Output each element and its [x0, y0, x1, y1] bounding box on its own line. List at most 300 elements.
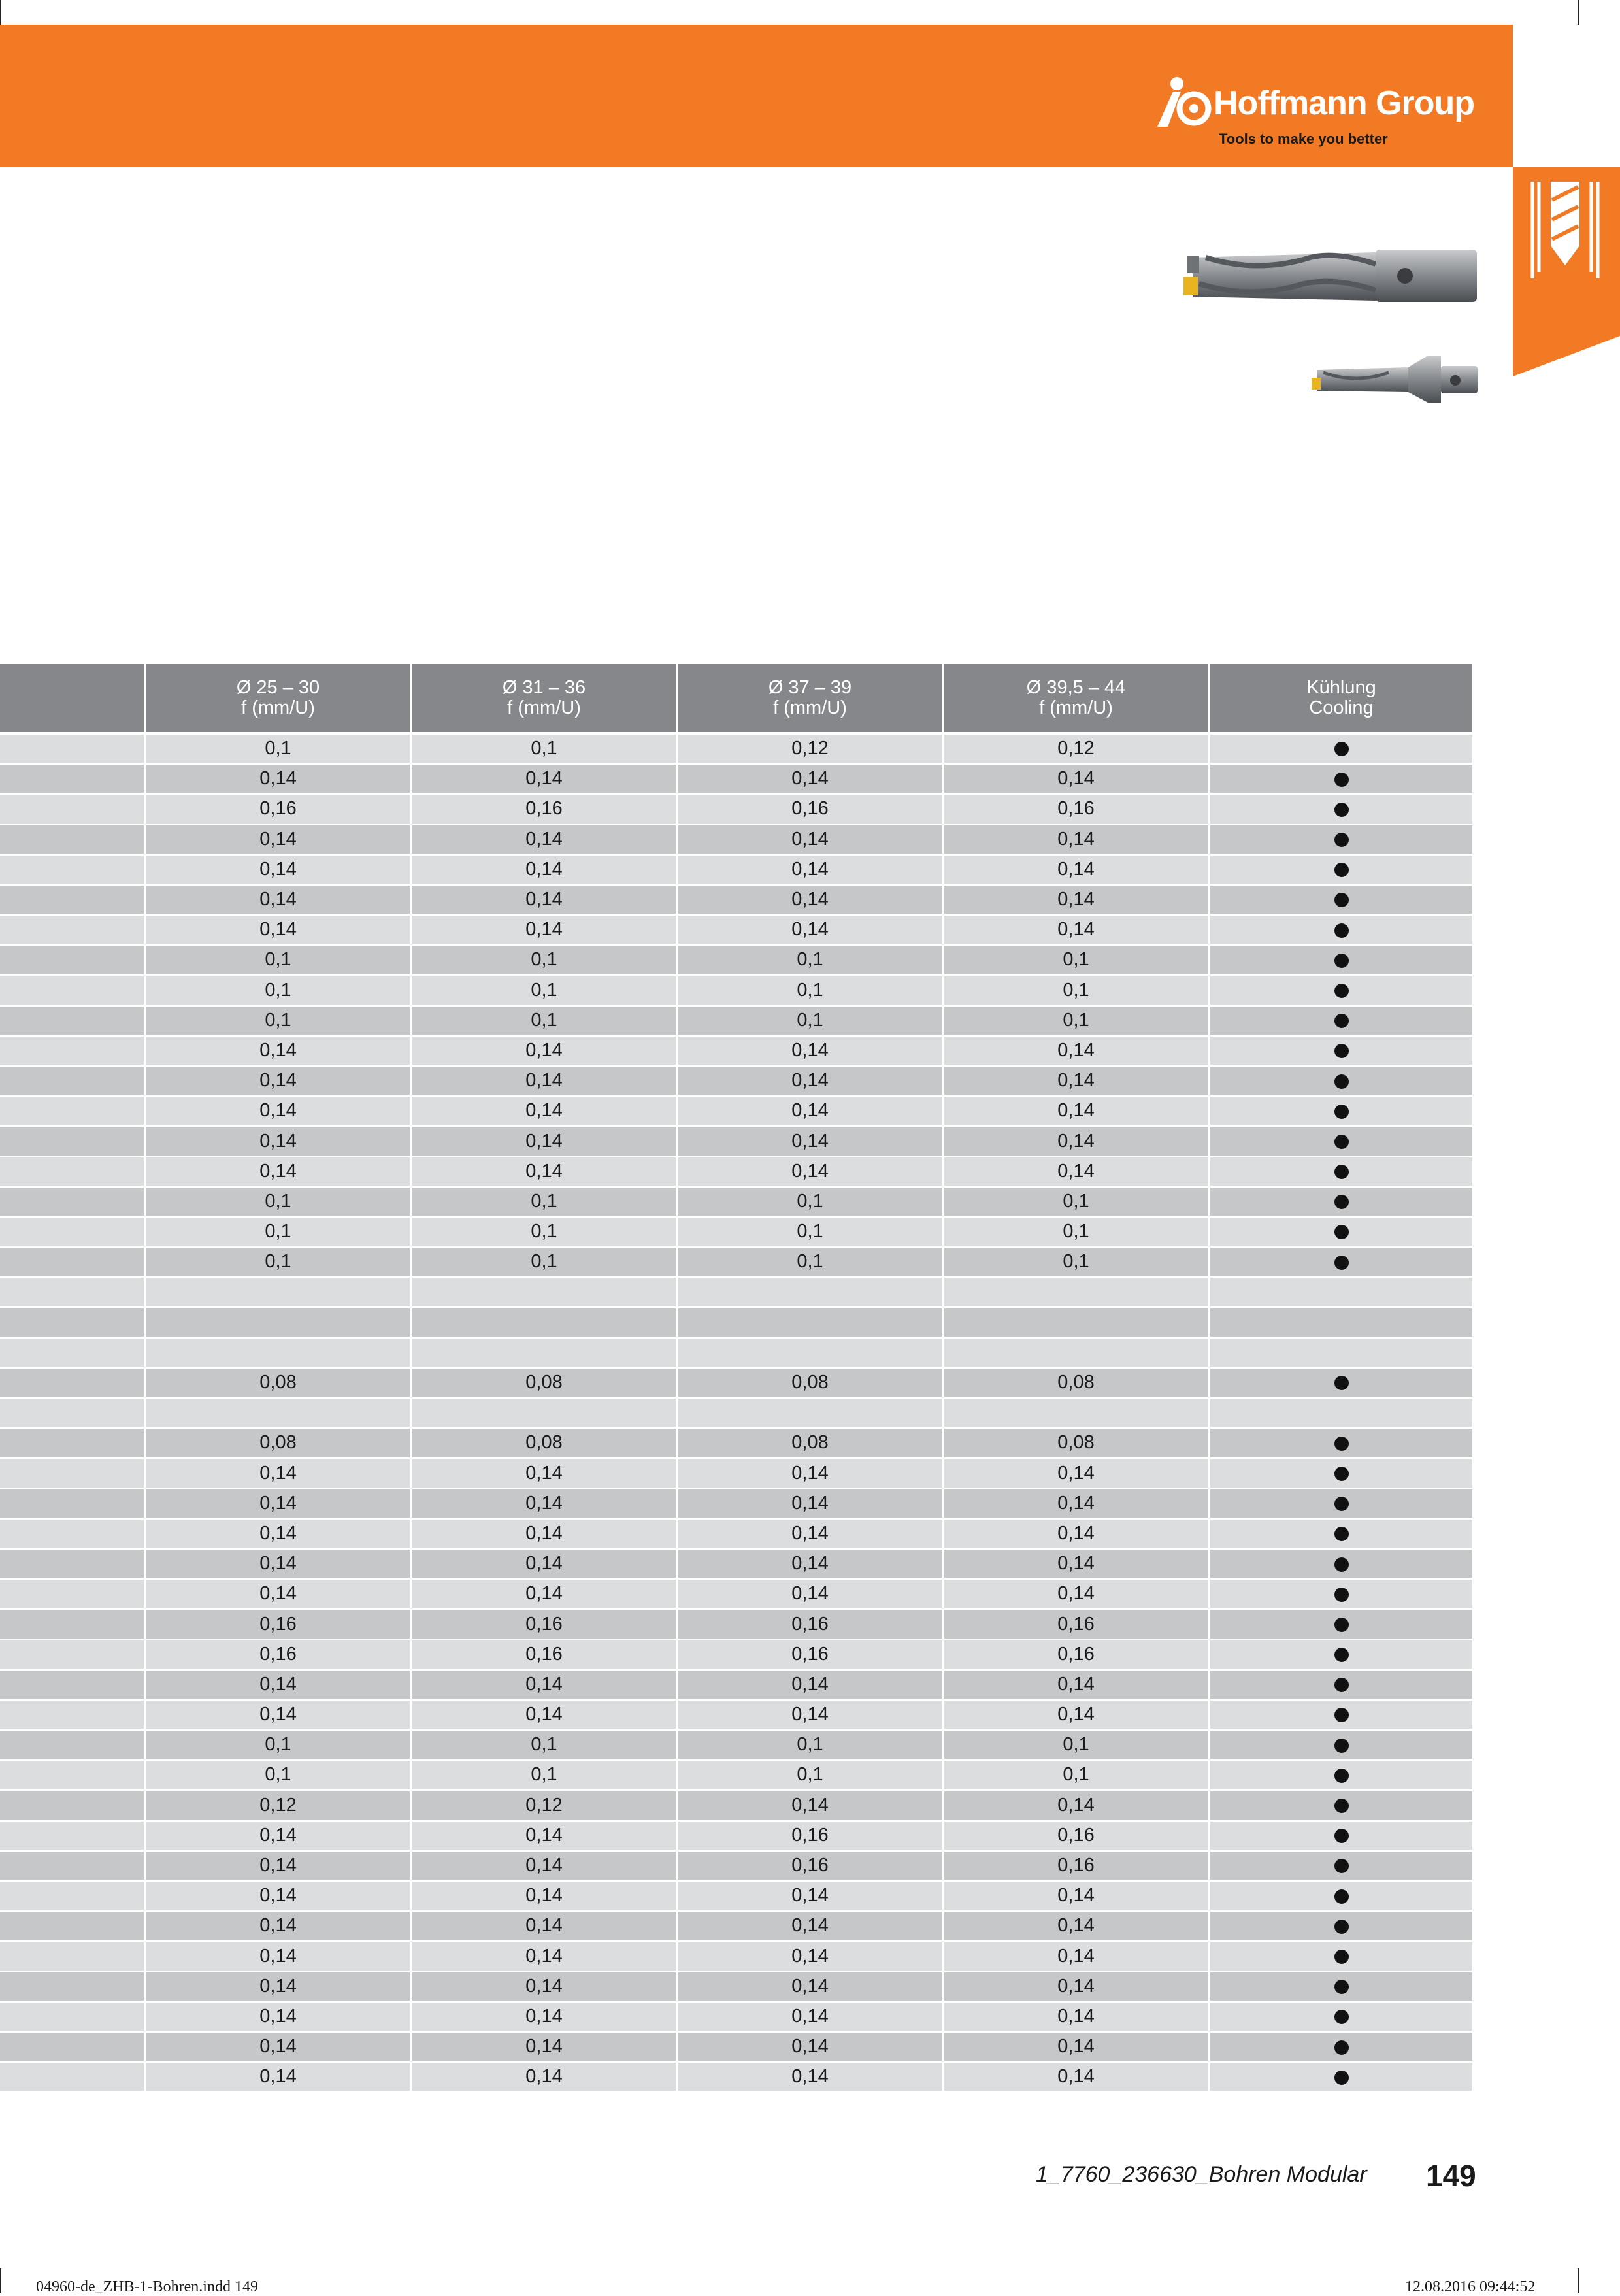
table-row: [0, 975, 1474, 1005]
cooling-dot-icon: [1334, 1195, 1349, 1209]
row-label-cell: [0, 975, 145, 1005]
feed-value-cell: 0,14: [677, 884, 943, 914]
cooling-dot-icon: [1334, 1678, 1349, 1692]
feed-value-cell: 0,12: [943, 733, 1209, 764]
feed-value-cell: 0,14: [411, 2062, 677, 2092]
cooling-cell: [1209, 854, 1474, 884]
feed-value-cell: 0,14: [677, 1911, 943, 1941]
feed-value-cell: 0,14: [943, 1549, 1209, 1579]
feed-value-cell: 0,14: [411, 1579, 677, 1609]
feed-value-cell: 0,1: [145, 1005, 411, 1035]
row-label-cell: [0, 884, 145, 914]
cooling-dot-icon: [1334, 2040, 1349, 2055]
cooling-cell: [1209, 794, 1474, 824]
cooling-cell: [1209, 2062, 1474, 2092]
cooling-dot-icon: [1334, 893, 1349, 907]
cooling-dot-icon: [1334, 1859, 1349, 1873]
feed-value-cell: 0,14: [411, 1458, 677, 1488]
column-header-unit: f (mm/U): [773, 697, 847, 718]
feed-value-cell: 0,14: [145, 1156, 411, 1186]
brand-name: Hoffmann Group: [1214, 84, 1475, 122]
feed-value-cell: 0,16: [411, 794, 677, 824]
table-row: [0, 764, 1474, 794]
table-row: [0, 1096, 1474, 1126]
cooling-cell: [1209, 1458, 1474, 1488]
table-row: [0, 854, 1474, 884]
feed-value-cell: 0,14: [943, 1941, 1209, 1971]
brand-tagline: Tools to make you better: [1219, 131, 1388, 147]
column-header-unit: f (mm/U): [1039, 697, 1113, 718]
feed-value-cell: 0,1: [677, 1005, 943, 1035]
feed-value-cell: 0,14: [145, 1488, 411, 1518]
feed-value-cell: 0,14: [677, 1488, 943, 1518]
feed-value-cell: 0,14: [943, 1579, 1209, 1609]
cooling-cell: [1209, 1066, 1474, 1096]
cooling-cell: [1209, 975, 1474, 1005]
row-label-cell: [0, 1458, 145, 1488]
feed-value-cell: 0,14: [943, 1096, 1209, 1126]
cooling-dot-icon: [1334, 773, 1349, 787]
row-label-cell: [0, 1820, 145, 1850]
cooling-dot-icon: [1334, 1950, 1349, 1964]
feed-value-cell: 0,14: [943, 2032, 1209, 2062]
feed-value-cell: [145, 1398, 411, 1428]
cooling-cell: [1209, 733, 1474, 764]
document-reference: 1_7760_236630_Bohren Modular: [1036, 2162, 1367, 2187]
cooling-dot-icon: [1334, 954, 1349, 968]
row-label-cell: [0, 1579, 145, 1609]
crop-mark: [1578, 2268, 1579, 2293]
feed-value-cell: 0,14: [677, 1096, 943, 1126]
feed-value-cell: [145, 1307, 411, 1337]
feed-value-cell: 0,1: [411, 1005, 677, 1035]
table-row: [0, 1307, 1474, 1337]
feed-value-cell: 0,1: [943, 975, 1209, 1005]
row-label-cell: [0, 915, 145, 945]
table-row: [0, 1367, 1474, 1397]
table-row: [0, 1035, 1474, 1065]
feed-value-cell: 0,1: [677, 945, 943, 975]
table-row: [0, 794, 1474, 824]
feed-value-cell: [145, 1337, 411, 1367]
feed-value-cell: 0,14: [145, 1066, 411, 1096]
feed-value-cell: 0,14: [145, 2032, 411, 2062]
row-label-cell: [0, 1307, 145, 1337]
cooling-cell: [1209, 1911, 1474, 1941]
cooling-dot-icon: [1334, 1648, 1349, 1662]
feed-value-cell: 0,14: [943, 915, 1209, 945]
feed-value-cell: 0,14: [411, 1035, 677, 1065]
feed-value-cell: 0,08: [677, 1367, 943, 1397]
table-row: [0, 1186, 1474, 1216]
feed-value-cell: 0,08: [145, 1428, 411, 1458]
feed-value-cell: 0,16: [145, 1639, 411, 1669]
row-label-cell: [0, 1941, 145, 1971]
feed-value-cell: 0,1: [411, 733, 677, 764]
table-header-row: [0, 664, 1474, 733]
feed-value-cell: 0,14: [145, 1941, 411, 1971]
feed-value-cell: 0,14: [411, 2032, 677, 2062]
feed-value-cell: 0,14: [943, 1790, 1209, 1820]
feed-value-cell: 0,14: [943, 1458, 1209, 1488]
column-header: [145, 664, 411, 733]
feed-value-cell: 0,1: [943, 1247, 1209, 1277]
crop-mark: [0, 2268, 1, 2293]
cooling-cell: [1209, 2001, 1474, 2031]
feed-value-cell: 0,14: [145, 1850, 411, 1880]
feed-value-cell: 0,16: [677, 1820, 943, 1850]
feed-value-cell: 0,14: [677, 1035, 943, 1065]
feed-value-cell: 0,14: [411, 1156, 677, 1186]
feed-value-cell: 0,12: [677, 733, 943, 764]
feed-value-cell: 0,1: [943, 1730, 1209, 1760]
cooling-cell: [1209, 1217, 1474, 1247]
table-row: [0, 2062, 1474, 2092]
table-row: [0, 915, 1474, 945]
feed-value-cell: 0,1: [677, 1730, 943, 1760]
cooling-cell: [1209, 1639, 1474, 1669]
row-label-cell: [0, 794, 145, 824]
feed-value-cell: 0,14: [411, 1941, 677, 1971]
cooling-cell: [1209, 1941, 1474, 1971]
cooling-cell: [1209, 1971, 1474, 2001]
feed-value-cell: 0,14: [145, 1126, 411, 1156]
feed-value-cell: 0,14: [145, 1035, 411, 1065]
cooling-cell: [1209, 1850, 1474, 1880]
drill-image-small: [1310, 353, 1480, 405]
feed-value-cell: 0,1: [411, 1247, 677, 1277]
feed-value-cell: 0,1: [411, 1730, 677, 1760]
feed-value-cell: 0,14: [411, 1488, 677, 1518]
feed-value-cell: 0,14: [411, 2001, 677, 2031]
feed-value-cell: [677, 1398, 943, 1428]
row-label-cell: [0, 1911, 145, 1941]
cooling-cell: [1209, 1367, 1474, 1397]
feed-value-cell: 0,14: [411, 1700, 677, 1730]
cooling-dot-icon: [1334, 1557, 1349, 1572]
feed-value-cell: 0,1: [943, 1186, 1209, 1216]
feed-value-cell: 0,14: [943, 764, 1209, 794]
cooling-cell: [1209, 1156, 1474, 1186]
cooling-dot-icon: [1334, 1799, 1349, 1813]
table-row: [0, 1247, 1474, 1277]
row-label-cell: [0, 1428, 145, 1458]
cooling-dot-icon: [1334, 1165, 1349, 1179]
row-label-cell: [0, 1126, 145, 1156]
cooling-dot-icon: [1334, 1437, 1349, 1451]
feed-value-cell: 0,14: [677, 1156, 943, 1186]
brand-logo: [1153, 72, 1487, 157]
feed-value-cell: 0,14: [411, 1066, 677, 1096]
cooling-cell: [1209, 2032, 1474, 2062]
row-label-cell: [0, 1669, 145, 1699]
cooling-cell: [1209, 1337, 1474, 1367]
column-header: [411, 664, 677, 733]
feed-value-cell: 0,14: [943, 1156, 1209, 1186]
table-row: [0, 824, 1474, 854]
column-header-unit: f (mm/U): [507, 697, 581, 718]
cooling-cell: [1209, 1247, 1474, 1277]
feed-value-cell: 0,14: [677, 1549, 943, 1579]
cooling-dot-icon: [1334, 1588, 1349, 1602]
table-row: [0, 2001, 1474, 2031]
cooling-cell: [1209, 1277, 1474, 1307]
feed-value-cell: [677, 1307, 943, 1337]
cooling-dot-icon: [1334, 1225, 1349, 1239]
feed-value-cell: 0,16: [677, 1609, 943, 1639]
feed-value-cell: 0,16: [411, 1609, 677, 1639]
feed-value-cell: 0,16: [943, 1820, 1209, 1850]
table-row: [0, 1277, 1474, 1307]
feed-value-cell: 0,14: [943, 1700, 1209, 1730]
table-row: [0, 1881, 1474, 1911]
feed-value-cell: 0,14: [943, 1488, 1209, 1518]
feed-value-cell: 0,1: [943, 945, 1209, 975]
table-row: [0, 945, 1474, 975]
cooling-dot-icon: [1334, 1708, 1349, 1722]
cooling-cell: [1209, 945, 1474, 975]
feed-value-cell: 0,14: [943, 1126, 1209, 1156]
feed-value-cell: 0,14: [677, 764, 943, 794]
feed-value-cell: 0,14: [145, 1579, 411, 1609]
row-label-cell: [0, 2032, 145, 2062]
table-row: [0, 1941, 1474, 1971]
cooling-cell: [1209, 1005, 1474, 1035]
cooling-dot-icon: [1334, 1889, 1349, 1904]
feed-value-cell: 0,16: [677, 1850, 943, 1880]
feed-value-cell: [677, 1277, 943, 1307]
cooling-dot-icon: [1334, 863, 1349, 877]
page-number: 149: [1426, 2159, 1476, 2193]
feed-value-cell: 0,14: [943, 1035, 1209, 1065]
feed-value-cell: [943, 1277, 1209, 1307]
feed-value-cell: 0,14: [411, 1669, 677, 1699]
cooling-dot-icon: [1334, 984, 1349, 998]
crop-mark: [0, 0, 1, 25]
row-label-cell: [0, 854, 145, 884]
cooling-dot-icon: [1334, 1135, 1349, 1149]
feed-value-cell: 0,12: [145, 1790, 411, 1820]
row-label-cell: [0, 2062, 145, 2092]
cooling-cell: [1209, 764, 1474, 794]
feed-value-cell: 0,08: [943, 1428, 1209, 1458]
row-label-cell: [0, 1730, 145, 1760]
row-label-cell: [0, 1700, 145, 1730]
logo-icon: [1153, 76, 1214, 128]
table-row: [0, 2032, 1474, 2062]
feed-value-cell: 0,14: [145, 1700, 411, 1730]
feed-value-cell: 0,14: [145, 884, 411, 914]
row-label-cell: [0, 1609, 145, 1639]
feed-value-cell: 0,14: [145, 1518, 411, 1548]
row-label-cell: [0, 1398, 145, 1428]
feed-value-cell: 0,1: [145, 1730, 411, 1760]
feed-value-cell: 0,16: [677, 794, 943, 824]
cooling-dot-icon: [1334, 1256, 1349, 1270]
feed-value-cell: 0,14: [677, 1881, 943, 1911]
feed-value-cell: [145, 1277, 411, 1307]
feed-value-cell: 0,1: [943, 1005, 1209, 1035]
table-row: [0, 1669, 1474, 1699]
cooling-dot-icon: [1334, 833, 1349, 847]
feed-value-cell: [411, 1398, 677, 1428]
feed-value-cell: 0,16: [145, 794, 411, 824]
row-label-cell: [0, 1971, 145, 2001]
row-label-cell: [0, 1639, 145, 1669]
cooling-cell: [1209, 1488, 1474, 1518]
feed-value-cell: 0,14: [411, 1549, 677, 1579]
feed-value-cell: 0,14: [677, 1126, 943, 1156]
cooling-dot-icon: [1334, 1044, 1349, 1058]
cooling-dot-icon: [1334, 1527, 1349, 1541]
feed-value-cell: 0,14: [411, 854, 677, 884]
cooling-cell: [1209, 1669, 1474, 1699]
table-row: [0, 1609, 1474, 1639]
feed-value-cell: 0,16: [943, 1639, 1209, 1669]
feed-value-cell: 0,12: [411, 1790, 677, 1820]
column-header: [943, 664, 1209, 733]
cooling-dot-icon: [1334, 1769, 1349, 1783]
feed-value-cell: 0,1: [411, 1760, 677, 1790]
feed-value-cell: 0,1: [145, 733, 411, 764]
table-row: [0, 1639, 1474, 1669]
feed-value-cell: [411, 1307, 677, 1337]
feed-value-cell: [677, 1337, 943, 1367]
feed-value-cell: 0,14: [145, 1458, 411, 1488]
cooling-cell: [1209, 1518, 1474, 1548]
cooling-dot-icon: [1334, 923, 1349, 938]
row-label-cell: [0, 1186, 145, 1216]
table-row: [0, 733, 1474, 764]
cooling-cell: [1209, 1790, 1474, 1820]
feed-value-cell: 0,14: [943, 1066, 1209, 1096]
feed-value-cell: 0,1: [677, 975, 943, 1005]
cooling-dot-icon: [1334, 1105, 1349, 1119]
row-label-cell: [0, 824, 145, 854]
feed-value-cell: 0,14: [145, 1971, 411, 2001]
feed-value-cell: 0,14: [677, 1700, 943, 1730]
table-row: [0, 1549, 1474, 1579]
feed-value-cell: 0,14: [411, 884, 677, 914]
feed-value-cell: 0,14: [411, 1518, 677, 1548]
feed-value-cell: 0,14: [677, 1941, 943, 1971]
feed-value-cell: 0,16: [943, 1850, 1209, 1880]
feed-value-cell: 0,1: [943, 1760, 1209, 1790]
table-row: [0, 1458, 1474, 1488]
cooling-cell: [1209, 1700, 1474, 1730]
table-row: [0, 1820, 1474, 1850]
table-row: [0, 1700, 1474, 1730]
column-header: [1209, 664, 1474, 733]
feed-value-cell: 0,1: [411, 1217, 677, 1247]
cooling-cell: [1209, 915, 1474, 945]
table-row: [0, 1126, 1474, 1156]
row-label-cell: [0, 1337, 145, 1367]
feed-value-cell: 0,14: [943, 1518, 1209, 1548]
cooling-cell: [1209, 1609, 1474, 1639]
feed-value-cell: [943, 1398, 1209, 1428]
table-row: [0, 1488, 1474, 1518]
feed-value-cell: 0,16: [943, 794, 1209, 824]
row-label-cell: [0, 1367, 145, 1397]
feed-value-cell: 0,14: [145, 1820, 411, 1850]
feed-value-cell: 0,14: [145, 1096, 411, 1126]
feed-value-cell: 0,08: [943, 1367, 1209, 1397]
feed-value-cell: 0,14: [943, 884, 1209, 914]
crop-mark: [1578, 0, 1579, 25]
feed-value-cell: 0,1: [145, 945, 411, 975]
row-label-cell: [0, 1277, 145, 1307]
feed-value-cell: 0,1: [677, 1217, 943, 1247]
feed-value-cell: 0,14: [411, 1881, 677, 1911]
cooling-cell: [1209, 1126, 1474, 1156]
feed-value-cell: 0,14: [145, 764, 411, 794]
cooling-cell: [1209, 1579, 1474, 1609]
feed-value-cell: 0,1: [145, 1217, 411, 1247]
row-label-cell: [0, 1881, 145, 1911]
feed-value-cell: 0,1: [943, 1217, 1209, 1247]
cooling-cell: [1209, 1730, 1474, 1760]
feed-value-cell: 0,14: [677, 2001, 943, 2031]
feed-value-cell: 0,1: [677, 1247, 943, 1277]
feed-value-cell: 0,14: [943, 1881, 1209, 1911]
table-row: [0, 884, 1474, 914]
table-row: [0, 1005, 1474, 1035]
section-tab: [1513, 167, 1620, 376]
feed-value-cell: 0,14: [677, 1669, 943, 1699]
feed-value-cell: 0,14: [145, 1911, 411, 1941]
cooling-cell: [1209, 1035, 1474, 1065]
table-row: [0, 1337, 1474, 1367]
cooling-cell: [1209, 884, 1474, 914]
table-row: [0, 1971, 1474, 2001]
feed-value-cell: 0,14: [943, 1669, 1209, 1699]
cooling-dot-icon: [1334, 1074, 1349, 1089]
feed-value-cell: 0,14: [677, 854, 943, 884]
feed-value-cell: 0,08: [411, 1428, 677, 1458]
feed-value-cell: 0,14: [145, 824, 411, 854]
feed-value-cell: 0,1: [411, 945, 677, 975]
feed-value-cell: 0,14: [411, 764, 677, 794]
row-label-cell: [0, 2001, 145, 2031]
cooling-dot-icon: [1334, 803, 1349, 817]
feed-value-cell: 0,14: [411, 915, 677, 945]
feed-value-cell: 0,16: [411, 1639, 677, 1669]
row-label-cell: [0, 1488, 145, 1518]
feed-value-cell: 0,14: [145, 2001, 411, 2031]
table-row: [0, 1579, 1474, 1609]
cooling-dot-icon: [1334, 2010, 1349, 2024]
table-row: [0, 1911, 1474, 1941]
print-slug-timestamp: 12.08.2016 09:44:52: [1405, 2278, 1536, 2295]
feed-value-cell: 0,14: [411, 1911, 677, 1941]
column-header-diameter: Ø 25 – 30: [236, 677, 320, 698]
cooling-dot-icon: [1334, 1829, 1349, 1843]
feed-value-cell: 0,14: [411, 1126, 677, 1156]
row-label-cell: [0, 733, 145, 764]
feed-value-cell: 0,14: [677, 1971, 943, 2001]
cooling-cell: [1209, 1307, 1474, 1337]
feed-value-cell: 0,14: [411, 1096, 677, 1126]
feed-value-cell: 0,14: [411, 824, 677, 854]
row-label-cell: [0, 1549, 145, 1579]
feed-value-cell: 0,1: [677, 1760, 943, 1790]
row-label-cell: [0, 764, 145, 794]
feed-value-cell: 0,14: [145, 854, 411, 884]
feed-value-cell: 0,14: [943, 854, 1209, 884]
column-header: [677, 664, 943, 733]
feed-value-cell: 0,14: [677, 915, 943, 945]
